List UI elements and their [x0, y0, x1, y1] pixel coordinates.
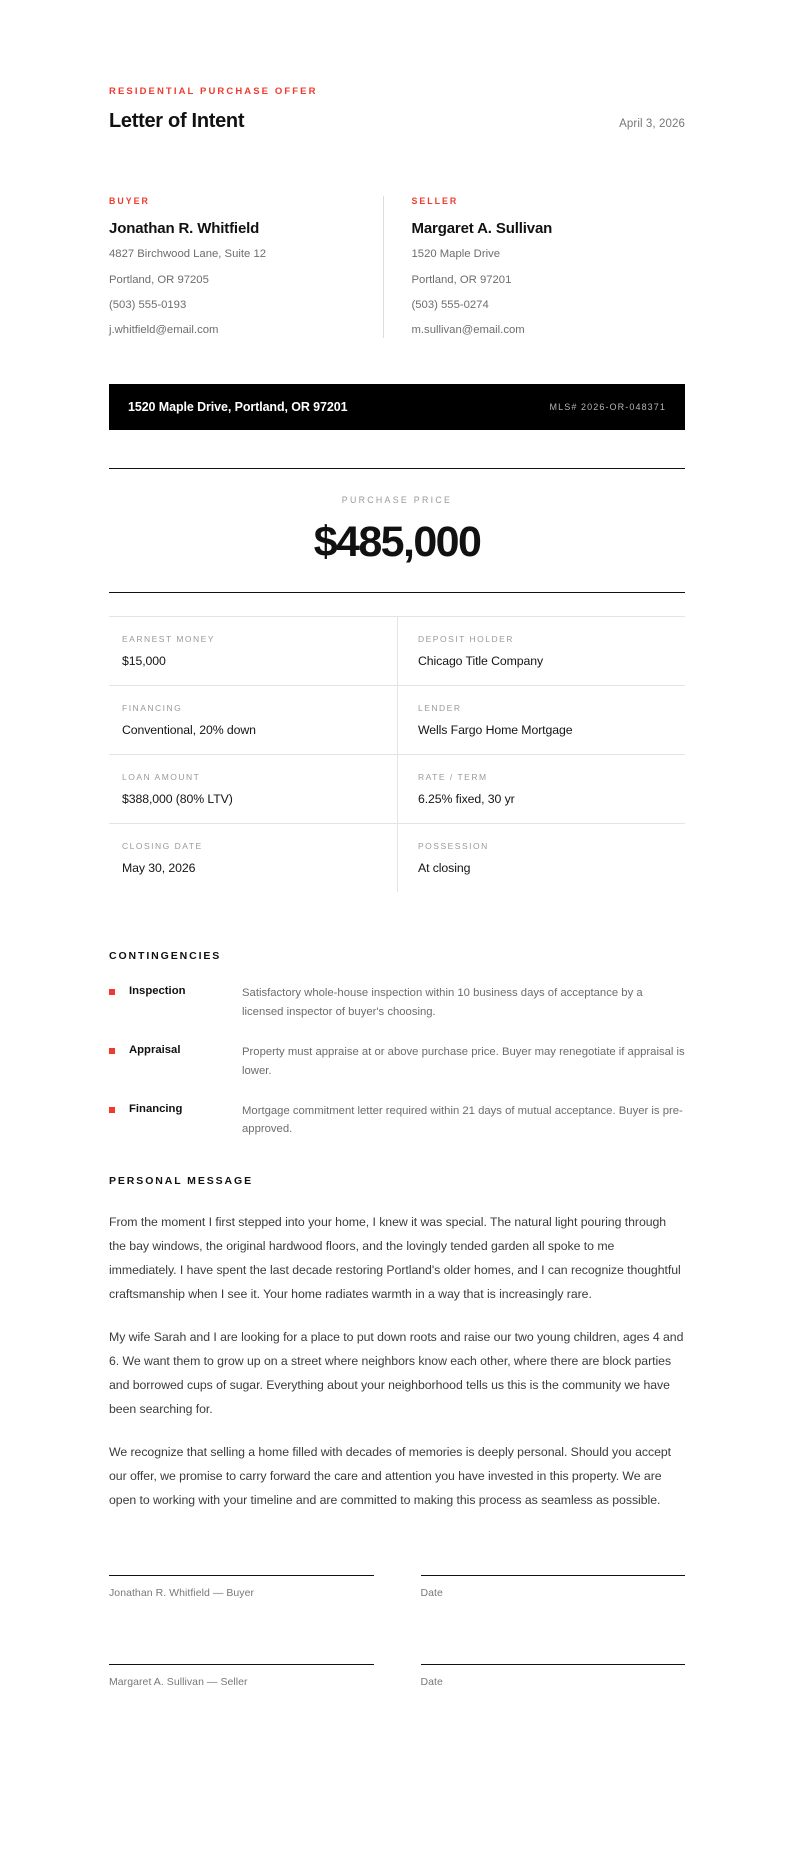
page-title: Letter of Intent — [109, 110, 245, 133]
parties-section — [109, 196, 685, 338]
personal-message-body — [109, 1211, 685, 1513]
document-header — [109, 86, 685, 133]
signature-date-caption: Date — [420, 1587, 443, 1600]
contingencies-heading: CONTINGENCIES — [109, 950, 222, 963]
term-value: Chicago Title Company — [418, 654, 544, 669]
term-label: LOAN AMOUNT — [122, 772, 201, 783]
contingency-description: Property must appraise at or above purchase price. Buyer may renegotiate if appraisal is lower. — [242, 1046, 685, 1077]
contingency-name: Inspection — [129, 985, 186, 998]
document-date: April 3, 2026 — [619, 118, 685, 131]
term-value: 6.25% fixed, 30 yr — [418, 792, 515, 807]
message-paragraph: My wife Sarah and I are looking for a place to put down roots and raise our two young children, ages 4 and 6. We want them to grow up on a street where neighbors know each other, where there are block parties and borrowed cups of sugar. Everything about your neighborhood tells us this is the community we have been searching for. — [109, 1329, 684, 1416]
personal-message-section — [109, 1175, 685, 1513]
property-address: 1520 Maple Drive, Portland, OR 97201 — [128, 400, 348, 415]
contingencies-section — [109, 950, 685, 1138]
buyer-address-line-2: Portland, OR 97205 — [109, 273, 209, 286]
term-label: FINANCING — [122, 703, 183, 714]
term-label: RATE / TERM — [418, 772, 488, 783]
signature-date-field[interactable] — [421, 1575, 686, 1599]
terms-grid — [109, 616, 685, 892]
personal-message-heading: PERSONAL MESSAGE — [109, 1174, 253, 1187]
buyer-block — [109, 196, 383, 338]
signature-name-field[interactable] — [109, 1575, 374, 1599]
term-label: POSSESSION — [418, 841, 489, 852]
term-cell — [109, 616, 397, 685]
contingency-name: Appraisal — [129, 1044, 181, 1057]
seller-address-line-1: 1520 Maple Drive — [411, 248, 501, 261]
signature-caption: Jonathan R. Whitfield — Buyer — [109, 1587, 255, 1600]
property-banner — [109, 384, 685, 430]
term-cell — [397, 685, 685, 754]
contingency-name: Financing — [129, 1103, 183, 1116]
term-cell — [397, 616, 685, 685]
buyer-name: Jonathan R. Whitfield — [109, 220, 260, 238]
term-label: LENDER — [418, 703, 462, 714]
message-paragraph: We recognize that selling a home filled with decades of memories is deeply personal. Should you accept our offer, we promise to carry forward the care and attention you have invested in this property. We are open to working with your timeline and are committed to making this process as seamless as possible. — [109, 1444, 672, 1507]
term-value: $15,000 — [122, 654, 166, 669]
signature-date-caption: Date — [420, 1676, 443, 1689]
contingencies-list — [109, 984, 685, 1138]
contingency-description: Satisfactory whole-house inspection within 10 business days of acceptance by a licensed inspector of buyer's choosing. — [242, 987, 643, 1018]
signature-date-line — [421, 1575, 686, 1576]
signature-row — [109, 1664, 685, 1688]
signature-date-line — [421, 1664, 686, 1665]
buyer-phone: (503) 555-0193 — [109, 298, 187, 311]
signature-date-field[interactable] — [421, 1664, 686, 1688]
buyer-label: BUYER — [109, 196, 150, 207]
term-cell — [109, 754, 397, 823]
signature-line — [109, 1664, 374, 1665]
contingency-description: Mortgage commitment letter required within 21 days of mutual acceptance. Buyer is pre-approved. — [242, 1105, 683, 1136]
contingency-row — [109, 1102, 685, 1139]
purchase-price-block — [109, 468, 685, 593]
signature-block — [109, 1575, 685, 1688]
term-cell — [397, 754, 685, 823]
purchase-price-value: $485,000 — [313, 518, 481, 567]
title-row — [109, 110, 685, 133]
signature-line — [109, 1575, 374, 1576]
term-cell — [109, 823, 397, 892]
square-bullet-icon — [109, 989, 115, 995]
property-mls-number: MLS# 2026-OR-048371 — [549, 402, 666, 413]
message-paragraph: From the moment I first stepped into your home, I knew it was special. The natural light pouring through the bay windows, the original hardwood floors, and the lovingly tended garden all spoke to me immediately. I have spent the last decade restoring Portland's older homes, and I can recognize thoughtful craftsmanship when I see it. Your home radiates warmth in a way that is increasingly rare. — [109, 1214, 681, 1301]
term-value: At closing — [418, 861, 471, 876]
seller-address-line-2: Portland, OR 97201 — [411, 273, 512, 286]
buyer-address-line-1: 4827 Birchwood Lane, Suite 12 — [109, 248, 267, 261]
square-bullet-icon — [109, 1107, 115, 1113]
term-label: CLOSING DATE — [122, 841, 203, 852]
buyer-email: j.whitfield@email.com — [109, 324, 219, 337]
seller-label: SELLER — [411, 196, 459, 207]
seller-phone: (503) 555-0274 — [411, 298, 489, 311]
seller-name: Margaret A. Sullivan — [411, 220, 553, 238]
term-cell — [397, 823, 685, 892]
seller-block — [383, 196, 686, 338]
term-value: Conventional, 20% down — [122, 723, 256, 738]
term-value: $388,000 (80% LTV) — [122, 792, 233, 807]
term-label: DEPOSIT HOLDER — [418, 634, 514, 645]
document-eyebrow: RESIDENTIAL PURCHASE OFFER — [109, 86, 318, 97]
term-value: May 30, 2026 — [122, 861, 196, 876]
signature-name-field[interactable] — [109, 1664, 374, 1688]
signature-row — [109, 1575, 685, 1599]
contingency-row — [109, 984, 685, 1021]
term-value: Wells Fargo Home Mortgage — [418, 723, 573, 738]
term-cell — [109, 685, 397, 754]
purchase-price-label: PURCHASE PRICE — [341, 495, 453, 506]
term-label: EARNEST MONEY — [122, 634, 216, 645]
contingency-row — [109, 1043, 685, 1080]
seller-email: m.sullivan@email.com — [411, 324, 525, 337]
signature-caption: Margaret A. Sullivan — Seller — [109, 1676, 248, 1689]
square-bullet-icon — [109, 1048, 115, 1054]
